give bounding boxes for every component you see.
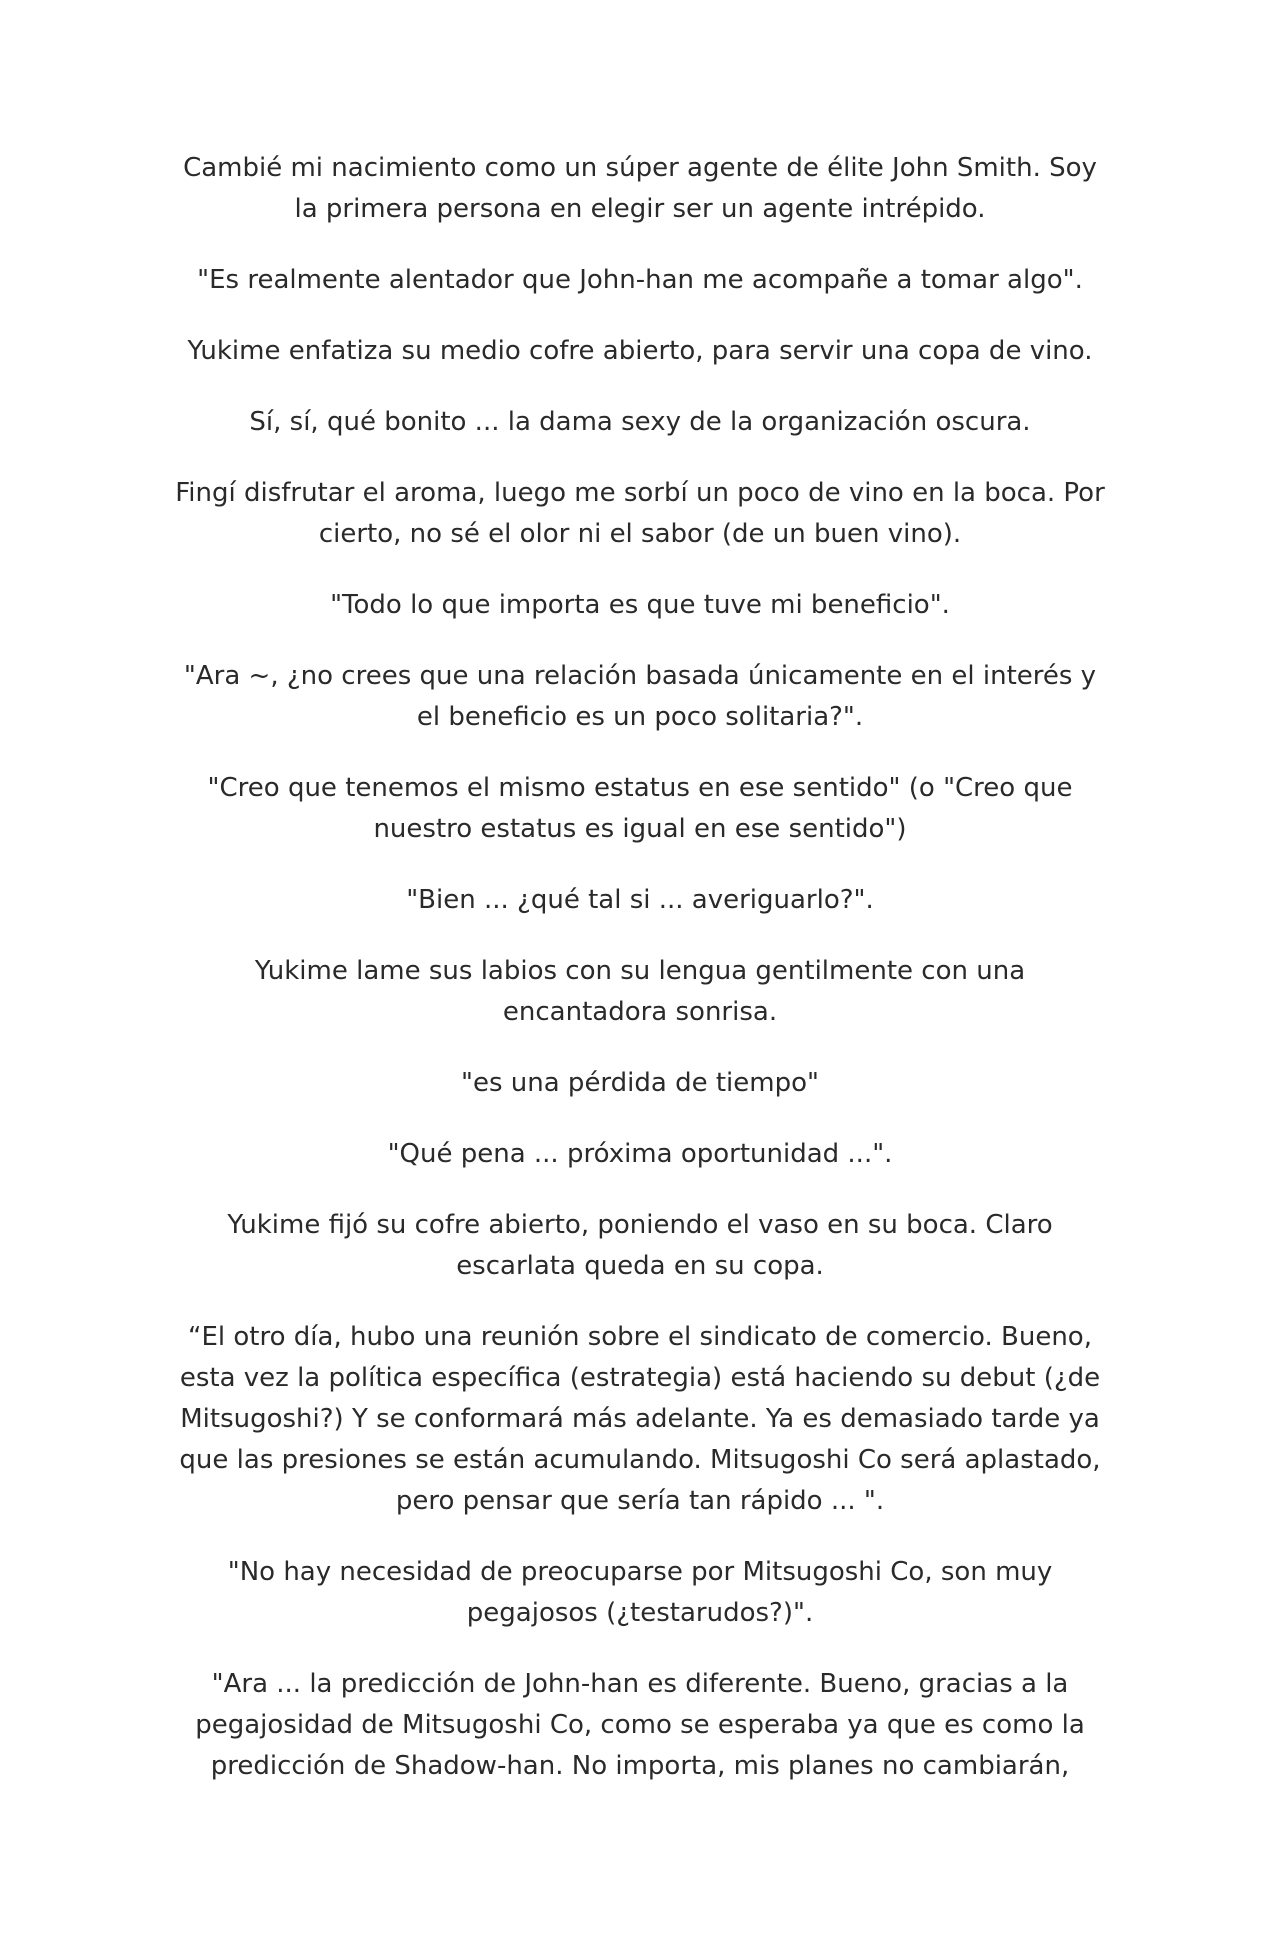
paragraph: "Qué pena ... próxima oportunidad ...".	[387, 1139, 893, 1169]
paragraph: "Es realmente alentador que John-han me acompañe a tomar algo".	[197, 265, 1083, 295]
paragraph: "Ara ~, ¿no crees que una relación basada únicamente en el interés y el beneficio es un poco solitaria?".	[183, 661, 1097, 732]
paragraph: "No hay necesidad de preocuparse por Mitsugoshi Co, son muy pegajosos (¿testarudos?)".	[227, 1557, 1053, 1628]
paragraph: "Bien ... ¿qué tal si ... averiguarlo?".	[406, 885, 874, 915]
paragraph: "es una pérdida de tiempo"	[461, 1068, 819, 1098]
paragraph: Sí, sí, qué bonito ... la dama sexy de la organización oscura.	[249, 407, 1031, 437]
paragraph: "Ara ... la predicción de John-han es diferente. Bueno, gracias a la pegajosidad de Mitsugoshi Co, como se esperaba ya que es como la predicción de Shadow-han. No importa, mis planes no cambiarán,	[195, 1669, 1085, 1781]
paragraph: Yukime lame sus labios con su lengua gentilmente con una encantadora sonrisa.	[254, 956, 1026, 1027]
paragraph: "Creo que tenemos el mismo estatus en ese sentido" (o "Creo que nuestro estatus es igual en ese sentido")	[207, 773, 1073, 844]
paragraph: Cambié mi nacimiento como un súper agente de élite John Smith. Soy la primera persona en elegir ser un agente intrépido.	[183, 153, 1097, 224]
document-body	[170, 148, 1110, 1817]
paragraph: “El otro día, hubo una reunión sobre el sindicato de comercio. Bueno, esta vez la política específica (estrategia) está haciendo su debut (¿de Mitsugoshi?) Y se conformará más adelante. Ya es demasiado tarde ya que las presiones se están acumulando. Mitsugoshi Co será aplastado, pero pensar que sería tan rápido ... ".	[179, 1322, 1101, 1516]
paragraph: "Todo lo que importa es que tuve mi beneficio".	[330, 590, 950, 620]
paragraph: Fingí disfrutar el aroma, luego me sorbí un poco de vino en la boca. Por cierto, no sé el olor ni el sabor (de un buen vino).	[175, 478, 1105, 549]
paragraph: Yukime enfatiza su medio cofre abierto, para servir una copa de vino.	[187, 336, 1093, 366]
paragraph: Yukime fijó su cofre abierto, poniendo el vaso en su boca. Claro escarlata queda en su copa.	[227, 1210, 1053, 1281]
